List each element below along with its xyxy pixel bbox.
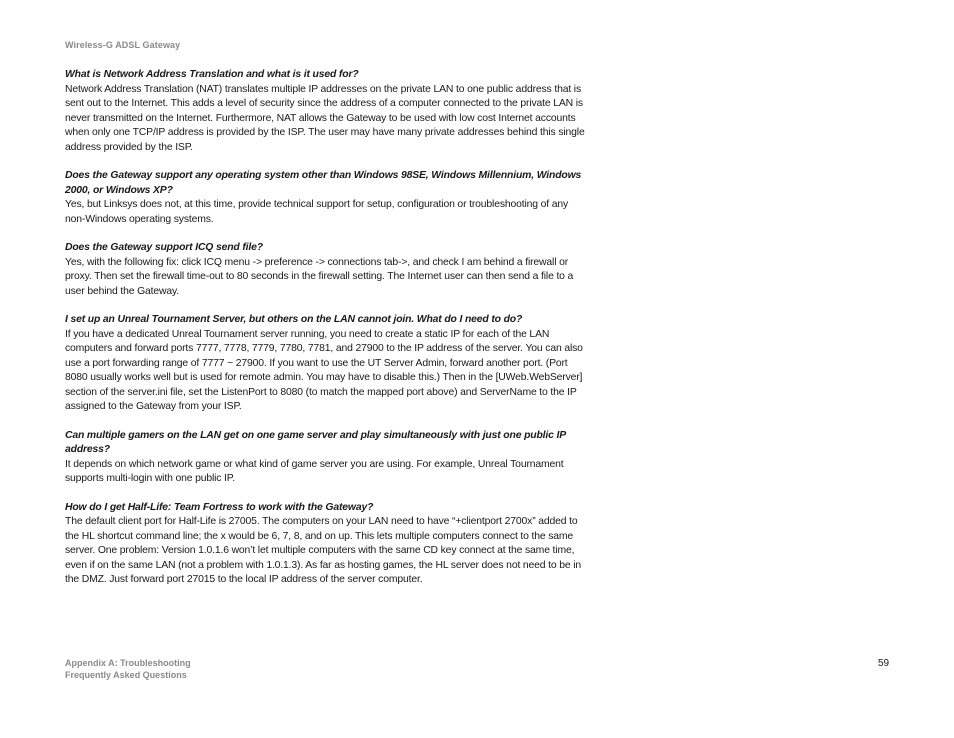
faq-question: Can multiple gamers on the LAN get on one game server and play simultaneously with just one public IP address? <box>65 429 566 455</box>
faq-question: What is Network Address Translation and what is it used for? <box>65 69 359 80</box>
footer-subsection-title: Frequently Asked Questions <box>65 670 187 680</box>
faq-answer: Yes, with the following fix: click ICQ menu -> preference -> connections tab->, and check I am behind a firewall or proxy. Then set the firewall time-out to 80 seconds in the firewall setting. The Internet user can then send a file to a user behind the Gateway. <box>65 256 574 297</box>
faq-answer: Yes, but Linksys does not, at this time, provide technical support for setup, configuration or troubleshooting of any non-Windows operating systems. <box>65 199 569 225</box>
page-number: 59 <box>878 658 890 669</box>
faq-answer: Network Address Translation (NAT) translates multiple IP addresses on the private LAN to one public address that is sent out to the Internet. This adds a level of security since the address of a computer connected to the private LAN is never transmitted on the Internet. Furthermore, NAT allows the Gateway to be used with low cost Internet accounts when only one TCP/IP address is provided by the ISP. The user may have many private addresses behind this single address provided by the ISP. <box>65 83 585 153</box>
faq-item-icq <box>65 241 587 299</box>
faq-question: How do I get Half-Life: Team Fortress to work with the Gateway? <box>65 501 374 513</box>
faq-content <box>65 68 587 602</box>
footer-section-title: Appendix A: Troubleshooting <box>65 658 191 668</box>
faq-item-nat <box>65 68 587 155</box>
faq-answer: The default client port for Half-Life is 27005. The computers on your LAN need to have “+clientport 2700x” added to the HL shortcut command line; the x would be 6, 7, 8, and on up. This lets multiple computers connect to the same server. One problem: Version 1.0.1.6 won’t let multiple computers with the same CD key connect at the same time, even if on the same LAN (not a problem with 1.0.1.3). As far as hosting games, the HL server does not need to be in the DMZ. Just forward port 27015 to the local IP address of the server computer. <box>65 516 582 585</box>
faq-item-half-life <box>65 501 587 588</box>
faq-answer: It depends on which network game or what kind of game server you are using. For example, Unreal Tournament supports multi-login with one public IP. <box>65 458 564 484</box>
faq-question: Does the Gateway support ICQ send file? <box>65 242 263 253</box>
faq-question: I set up an Unreal Tournament Server, but others on the LAN cannot join. What do I need to do? <box>65 314 523 325</box>
page-footer <box>65 657 191 681</box>
faq-item-os-support <box>65 169 587 227</box>
faq-item-unreal-tournament <box>65 313 587 415</box>
faq-answer: If you have a dedicated Unreal Tournament server running, you need to create a static IP for each of the LAN computers and forward ports 7777, 7778, 7779, 7780, 7781, and 27900 to the IP address of the server. You can also use a port forwarding range of 7777 ~ 27900. If you want to use the UT Server Admin, forward another port. (Port 8080 usually works well but is used for remote admin. You may have to disable this.) Then in the [UWeb.WebServer] section of the server.ini file, set the ListenPort to 8080 (to match the mapped port above) and ServerName to the IP assigned to the Gateway from your ISP. <box>65 328 583 412</box>
page-header-title: Wireless-G ADSL Gateway <box>65 40 181 50</box>
faq-question: Does the Gateway support any operating system other than Windows 98SE, Windows Millennium, Windows 2000, or Windows XP? <box>65 170 582 196</box>
faq-item-multiple-gamers <box>65 429 587 487</box>
